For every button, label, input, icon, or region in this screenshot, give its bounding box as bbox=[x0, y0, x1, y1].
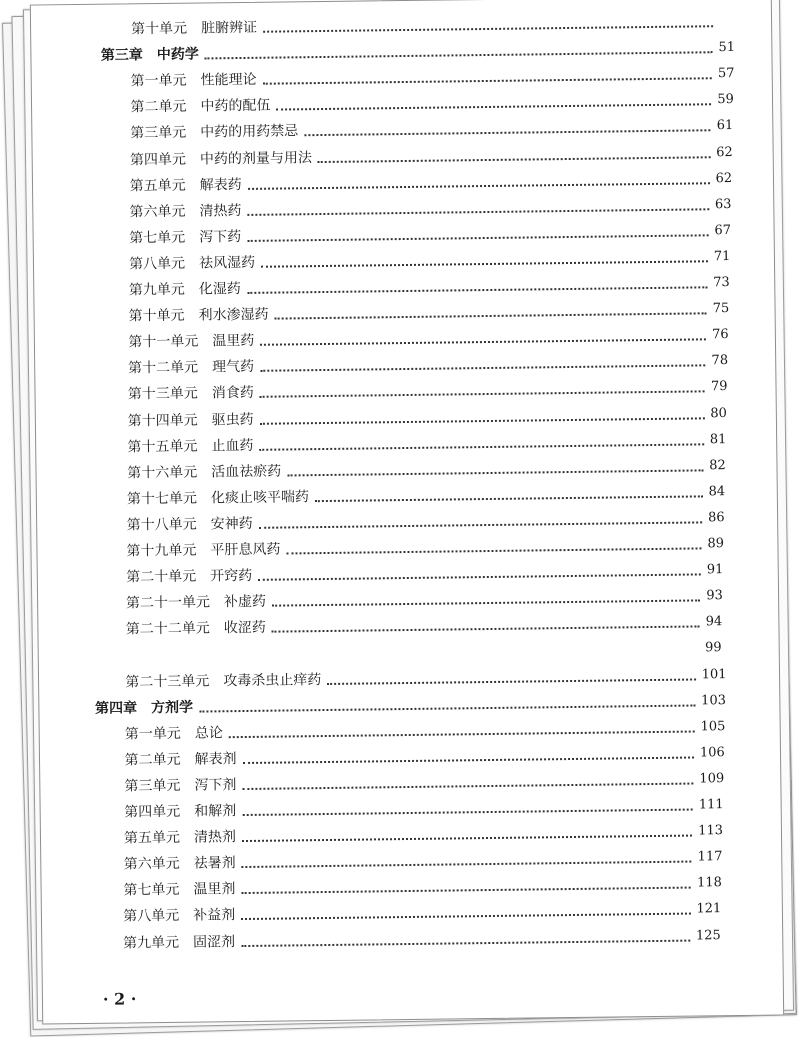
toc-entry-lead bbox=[124, 828, 236, 847]
toc-entry-lead bbox=[127, 515, 253, 535]
toc-entry-label: 第二十一单元 bbox=[126, 594, 210, 613]
toc-entry-lead bbox=[129, 228, 241, 247]
toc-leader-dots bbox=[260, 339, 706, 346]
toc-entry-page: 71 bbox=[714, 248, 736, 266]
toc-entry-title: 理气药 bbox=[212, 358, 254, 377]
toc-leader-dots bbox=[243, 756, 694, 764]
toc-entry-lead bbox=[95, 698, 193, 717]
toc-entry-title: 泻下剂 bbox=[194, 776, 236, 795]
toc-entry-title: 消食药 bbox=[212, 384, 254, 403]
toc-entry-page: 51 bbox=[718, 39, 740, 57]
toc-entry-page: 121 bbox=[696, 901, 721, 919]
toc-entry-page: 89 bbox=[707, 535, 729, 553]
toc-leader-dots bbox=[259, 443, 703, 450]
toc-entry-label: 第六单元 bbox=[124, 855, 180, 874]
toc-entry-label: 第十九单元 bbox=[126, 542, 196, 561]
toc-entry-page: 62 bbox=[715, 170, 737, 188]
toc-leader-dots bbox=[247, 286, 707, 294]
toc-leader-dots bbox=[287, 547, 702, 554]
toc-entry-title: 驱虫药 bbox=[212, 410, 254, 429]
toc-entry-title: 泻下药 bbox=[199, 228, 241, 247]
toc-entry-label: 第六单元 bbox=[129, 202, 185, 221]
toc-entry-title: 祛风湿药 bbox=[199, 254, 255, 273]
toc-entry-page: 57 bbox=[718, 65, 740, 83]
page-number: · 2 · bbox=[103, 989, 137, 1008]
toc-entry-page: 109 bbox=[699, 770, 724, 788]
toc-entry-label: 第十二单元 bbox=[128, 359, 198, 378]
toc-entry-page: 61 bbox=[717, 117, 739, 135]
toc-entry-page: 101 bbox=[702, 666, 727, 684]
toc-entry-title: 性能理论 bbox=[201, 71, 257, 90]
toc-entry-lead bbox=[131, 19, 257, 39]
toc-leader-dots bbox=[318, 156, 710, 163]
toc-entry-page: 63 bbox=[715, 196, 737, 214]
toc-entry-lead bbox=[123, 907, 235, 926]
toc-leader-dots bbox=[241, 913, 690, 920]
toc-entry-label: 第二十单元 bbox=[126, 568, 196, 587]
toc-entry-label: 第十三单元 bbox=[128, 385, 198, 404]
toc-leader-dots bbox=[261, 260, 708, 267]
toc-entry-lead bbox=[126, 593, 266, 613]
toc-entry-lead bbox=[128, 384, 254, 404]
toc-entry-lead bbox=[130, 176, 242, 195]
toc-entry-page: 105 bbox=[700, 718, 725, 736]
toc-leader-dots bbox=[241, 939, 690, 946]
toc-entry-title: 活血祛瘀药 bbox=[211, 462, 281, 481]
toc-entry-label: 第四单元 bbox=[124, 803, 180, 822]
toc-entry-title: 安神药 bbox=[211, 515, 253, 534]
toc-entry-title: 解表药 bbox=[200, 176, 242, 195]
toc-entry-lead bbox=[129, 280, 241, 299]
toc-leader-dots bbox=[242, 809, 693, 817]
toc-entry-lead bbox=[128, 410, 254, 430]
toc-entry-title: 脏腑辨证 bbox=[201, 19, 257, 38]
toc-entry-lead bbox=[127, 436, 253, 456]
toc-entry-label: 第五单元 bbox=[124, 829, 180, 848]
toc-entry-label: 第十七单元 bbox=[127, 489, 197, 508]
toc-entry-label: 第四章 bbox=[95, 699, 137, 718]
toc-entry-label: 第十六单元 bbox=[127, 463, 197, 482]
toc-entry-title: 利水渗湿药 bbox=[198, 306, 268, 325]
toc-leader-dots bbox=[242, 887, 692, 894]
toc-entry-label: 第十单元 bbox=[128, 307, 184, 326]
toc-leader-dots bbox=[260, 365, 705, 372]
toc-entry-title: 总论 bbox=[195, 724, 223, 742]
toc-entry-lead bbox=[127, 488, 309, 508]
toc-entry-title: 补益剂 bbox=[193, 907, 235, 926]
toc-entry-title: 平肝息风药 bbox=[210, 541, 280, 560]
toc-leader-dots bbox=[248, 208, 710, 216]
toc-entry-title: 化湿药 bbox=[199, 280, 241, 299]
toc-entry-lead bbox=[123, 933, 235, 952]
toc-leader-dots bbox=[263, 77, 712, 84]
toc-leader-dots bbox=[248, 182, 710, 190]
toc-entry-page: 118 bbox=[697, 874, 722, 892]
toc-leader-dots bbox=[260, 391, 705, 398]
toc-entry-label: 第十五单元 bbox=[127, 437, 197, 456]
toc-entry-title: 清热剂 bbox=[194, 828, 236, 847]
toc-leader-dots bbox=[258, 574, 701, 581]
toc-entry-title: 祛暑剂 bbox=[194, 854, 236, 873]
toc-entry-lead bbox=[129, 254, 255, 274]
toc-leader-dots bbox=[205, 51, 713, 59]
toc-entry-page: 125 bbox=[696, 927, 721, 945]
toc-leader-dots bbox=[275, 312, 707, 319]
toc-entry-page: 82 bbox=[709, 457, 731, 475]
toc-entry-title: 中药的配伍 bbox=[200, 97, 270, 116]
toc-entry-lead bbox=[125, 750, 237, 769]
toc-entry-lead bbox=[130, 123, 298, 143]
toc-leader-dots bbox=[272, 600, 700, 607]
toc-entry-page: 79 bbox=[711, 378, 733, 396]
toc-leader-dots bbox=[287, 469, 703, 476]
toc-entry-label: 第三单元 bbox=[130, 124, 186, 143]
toc-entry-title: 开窍药 bbox=[210, 567, 252, 586]
toc-entry-label: 第九单元 bbox=[123, 933, 179, 952]
toc-entry-title: 温里剂 bbox=[193, 880, 235, 899]
toc-entry-page: 59 bbox=[717, 91, 739, 109]
toc-entry-page: 99 bbox=[705, 639, 727, 657]
toc-entry-title: 收涩药 bbox=[224, 619, 266, 638]
toc-entry-title: 中药的用药禁忌 bbox=[200, 123, 298, 142]
toc-entry-page: 73 bbox=[713, 274, 735, 292]
toc-entry-label: 第三单元 bbox=[124, 777, 180, 796]
toc-entry-title: 清热药 bbox=[199, 202, 241, 221]
toc-entry-page: 76 bbox=[712, 326, 734, 344]
toc-entry-label: 第八单元 bbox=[123, 907, 179, 926]
toc-entry-title: 止血药 bbox=[211, 436, 253, 455]
toc-entry-label: 第二单元 bbox=[125, 751, 181, 770]
toc-leader-dots bbox=[259, 521, 702, 528]
toc-leader-dots bbox=[247, 234, 708, 242]
toc-entry-label: 第十八单元 bbox=[127, 515, 197, 534]
toc-entry-label: 第十单元 bbox=[131, 20, 187, 39]
toc-entry-page: 111 bbox=[699, 796, 724, 814]
toc-entry-lead bbox=[130, 149, 312, 169]
toc-entry-label: 第七单元 bbox=[123, 881, 179, 900]
toc-entry-page: 91 bbox=[707, 561, 729, 579]
toc-entry-lead bbox=[124, 776, 236, 795]
toc-entry-page: 80 bbox=[710, 405, 732, 423]
table-of-contents bbox=[31, 0, 771, 6]
toc-leader-dots bbox=[315, 495, 703, 502]
toc-entry-lead bbox=[126, 619, 266, 639]
toc-entry-title: 方剂学 bbox=[151, 698, 193, 717]
toc-entry-label: 第十一单元 bbox=[128, 333, 198, 352]
toc-entry-page: 94 bbox=[706, 613, 728, 631]
toc-entry-label: 第七单元 bbox=[129, 228, 185, 247]
toc-entry-page: 103 bbox=[701, 692, 726, 710]
toc-entry-label: 第二单元 bbox=[130, 98, 186, 117]
toc-leader-dots bbox=[327, 678, 695, 685]
toc-leader-dots bbox=[242, 782, 693, 790]
toc-leader-dots bbox=[263, 25, 713, 32]
toc-entry-title: 攻毒杀虫止痒药 bbox=[223, 671, 321, 690]
toc-leader-dots bbox=[272, 626, 700, 633]
toc-entry-label: 第九单元 bbox=[129, 281, 185, 300]
toc-entry-lead bbox=[124, 854, 236, 873]
toc-entry-label: 第二十三单元 bbox=[125, 672, 209, 691]
toc-entry-lead bbox=[125, 724, 223, 743]
toc-entry-title: 解表剂 bbox=[195, 750, 237, 769]
toc-entry-page: 84 bbox=[709, 483, 731, 501]
toc-leader-dots bbox=[199, 704, 695, 712]
toc-entry-page: 67 bbox=[714, 222, 736, 240]
toc-entry-lead bbox=[124, 802, 236, 821]
toc-entry-title: 中药学 bbox=[157, 46, 199, 65]
toc-entry-label: 第五单元 bbox=[130, 176, 186, 195]
toc-entry-title: 化痰止咳平喘药 bbox=[211, 488, 309, 507]
toc-entry-lead bbox=[128, 358, 254, 378]
toc-leader-dots bbox=[260, 417, 705, 424]
toc-entry-page: 62 bbox=[716, 143, 738, 161]
toc-page bbox=[30, 0, 784, 1024]
toc-entry-page: 75 bbox=[713, 300, 735, 318]
toc-leader-dots bbox=[242, 835, 692, 843]
toc-entry-page: 86 bbox=[708, 509, 730, 527]
toc-entry-title: 固涩剂 bbox=[193, 933, 235, 952]
toc-entry-lead bbox=[130, 97, 270, 117]
toc-leader-dots bbox=[276, 104, 711, 111]
toc-entry-lead bbox=[131, 71, 257, 91]
toc-entry-lead bbox=[128, 306, 268, 326]
toc-entry-lead bbox=[101, 46, 199, 65]
toc-entry-lead bbox=[128, 332, 254, 352]
toc-entry-lead bbox=[123, 880, 235, 899]
toc-entry-lead bbox=[126, 567, 252, 587]
toc-entry-lead bbox=[127, 462, 281, 482]
toc-entry-page: 93 bbox=[706, 587, 728, 605]
toc-entry-title: 和解剂 bbox=[194, 802, 236, 821]
toc-entry-lead bbox=[125, 671, 321, 691]
toc-entry-lead bbox=[129, 202, 241, 221]
toc-entry-title: 中药的剂量与用法 bbox=[200, 149, 312, 168]
toc-entry-page: 106 bbox=[700, 744, 725, 762]
toc-leader-dots bbox=[229, 730, 695, 738]
toc-entry-title: 温里药 bbox=[212, 332, 254, 351]
toc-entry-page: 78 bbox=[711, 352, 733, 370]
toc-entry-page: 113 bbox=[698, 822, 723, 840]
toc-entry-label: 第四单元 bbox=[130, 150, 186, 169]
toc-entry-lead bbox=[126, 541, 280, 561]
toc-entry-page: 117 bbox=[698, 848, 723, 866]
toc-entry-page: 81 bbox=[710, 431, 732, 449]
toc-entry-label: 第一单元 bbox=[125, 724, 181, 743]
toc-entry-label: 第八单元 bbox=[129, 255, 185, 274]
toc-leader-dots bbox=[304, 130, 711, 137]
toc-entry-label: 第十四单元 bbox=[128, 411, 198, 430]
toc-entry-title: 补虚药 bbox=[224, 593, 266, 612]
toc-entry-label: 第三章 bbox=[101, 46, 143, 65]
toc-leader-dots bbox=[242, 861, 692, 868]
toc-entry-label: 第一单元 bbox=[131, 72, 187, 91]
toc-entry-label: 第二十二单元 bbox=[126, 620, 210, 639]
